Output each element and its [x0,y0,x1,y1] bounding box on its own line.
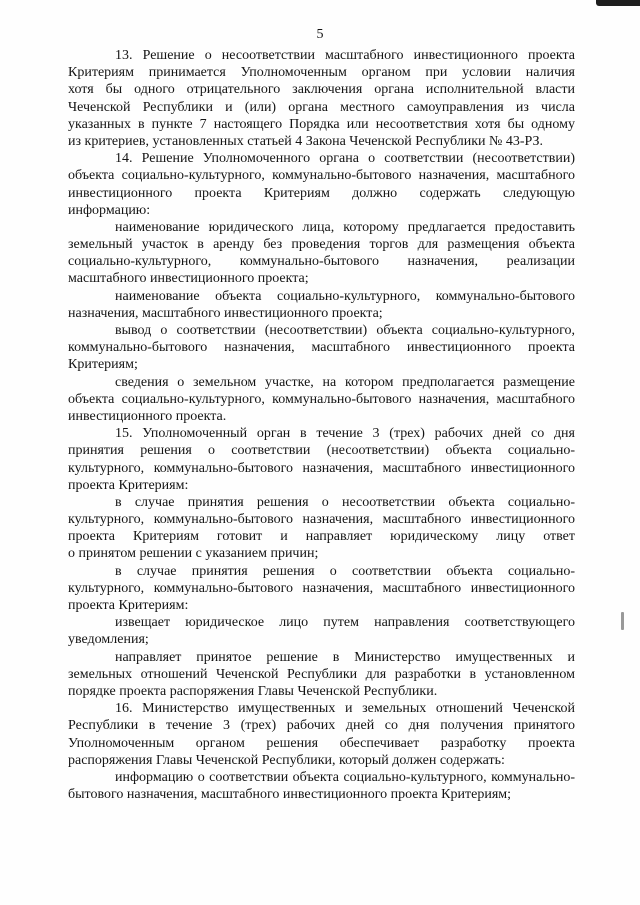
text-line: Республики в течение 3 (трех) рабочих дней со дня получения принятого [68,718,575,734]
paragraph-15-subitem [68,649,575,701]
text-line: принятия решения о соответствии (несоответствии) объекта социально- [68,443,575,459]
paragraph-15-subitem [68,614,575,648]
text-line: назначения, масштабного инвестиционного проекта; [68,305,383,321]
text-line: культурного, коммунально-бытового назначения, масштабного инвестиционного [68,580,575,596]
text-line: распоряжения Главы Чеченской Республики, который должен содержать: [68,752,505,768]
text-line: Уполномоченным органом решения обеспечивает разработку проекта [68,735,575,751]
text-line: направляет принятое решение в Министерство имущественных и [115,649,575,665]
text-line: в случае принятия решения о соответствии объекта социально- [115,563,575,579]
paragraph-14-item [68,374,575,426]
text-line: культурного, коммунально-бытового назначения, масштабного инвестиционного [68,460,575,476]
paragraph-16-item [68,769,575,803]
text-line: порядке проекта распоряжения Главы Чеченской Республики. [68,683,438,699]
paragraph-14 [68,150,575,219]
paragraph-13 [68,47,575,150]
text-line: Критериям; [68,357,138,373]
text-line: указанных в пункте 7 настоящего Порядка или несоответствия хотя бы одному [68,116,575,132]
text-line: о принятом решении с указанием причин; [68,546,319,562]
text-line: Чеченской Республики и (или) органа местного самоуправления из числа [68,99,575,115]
paragraph-15-item [68,494,575,563]
text-line: проекта Критериям: [68,477,189,493]
text-line: объекта социально-культурного, коммунально-бытового назначения, масштабного [68,391,575,407]
paragraph-14-item [68,219,575,288]
text-line: масштабного инвестиционного проекта; [68,271,309,287]
paragraph-16 [68,700,575,769]
text-line: инвестиционного проекта. [68,408,227,424]
text-line: наименование юридического лица, которому предлагается предоставить [115,219,575,235]
text-line: проекта Критериям готовит и направляет юридическому лицу ответ [68,529,575,545]
text-line: коммунально-бытового назначения, масштабного инвестиционного проекта [68,340,575,356]
text-line: земельный участок в аренду без проведения торгов для размещения объекта [68,237,575,253]
text-line: инвестиционного проекта Критериям должно содержать следующую [68,185,575,201]
text-line: 13. Решение о несоответствии масштабного инвестиционного проекта [115,48,575,63]
text-line: извещает юридическое лицо путем направления соответствующего [115,615,575,631]
text-line: земельных отношений Чеченской Республики для разработки в установленном [68,666,575,682]
text-line: хотя бы одного отрицательного заключения органа исполнительной власти [68,82,575,98]
paragraph-14-item [68,288,575,322]
text-line: бытового назначения, масштабного инвестиционного проекта Критериям; [68,787,512,803]
text-line: объекта социально-культурного, коммунально-бытового назначения, масштабного [68,168,575,184]
paragraph-15-item [68,563,575,615]
document-body [68,47,575,803]
text-line: 14. Решение Уполномоченного органа о соответствии (несоответствии) [115,151,575,167]
text-line: 16. Министерство имущественных и земельных отношений Чеченской [115,701,575,717]
text-line: информацию о соответствии объекта социально-культурного, коммунально- [115,769,575,785]
text-line: уведомления; [68,632,149,648]
text-line: Критериям принимается Уполномоченным органом при условии наличия [68,65,575,81]
paragraph-15 [68,425,575,494]
paragraph-14-item [68,322,575,374]
scan-artifact-side [621,612,624,630]
page-number: 5 [316,27,324,42]
text-line: вывод о соответствии (несоответствии) объекта социально-культурного, [115,323,575,338]
text-line: сведения о земельном участке, на котором предполагается размещение [115,374,575,390]
text-line: социально-культурного, коммунально-бытового назначения, реализации [68,254,575,270]
text-line: 15. Уполномоченный орган в течение 3 (трех) рабочих дней со дня [115,426,575,442]
text-line: в случае принятия решения о несоответствии объекта социально- [115,494,575,510]
scan-artifact-top [596,0,640,6]
text-line: из критериев, установленных статьей 4 Закона Чеченской Республики № 43-РЗ. [68,133,544,149]
text-line: культурного, коммунально-бытового назначения, масштабного инвестиционного [68,512,575,528]
text-line: проекта Критериям: [68,598,189,613]
text-line: наименование объекта социально-культурного, коммунально-бытового [115,288,575,304]
text-line: информацию: [68,202,151,218]
